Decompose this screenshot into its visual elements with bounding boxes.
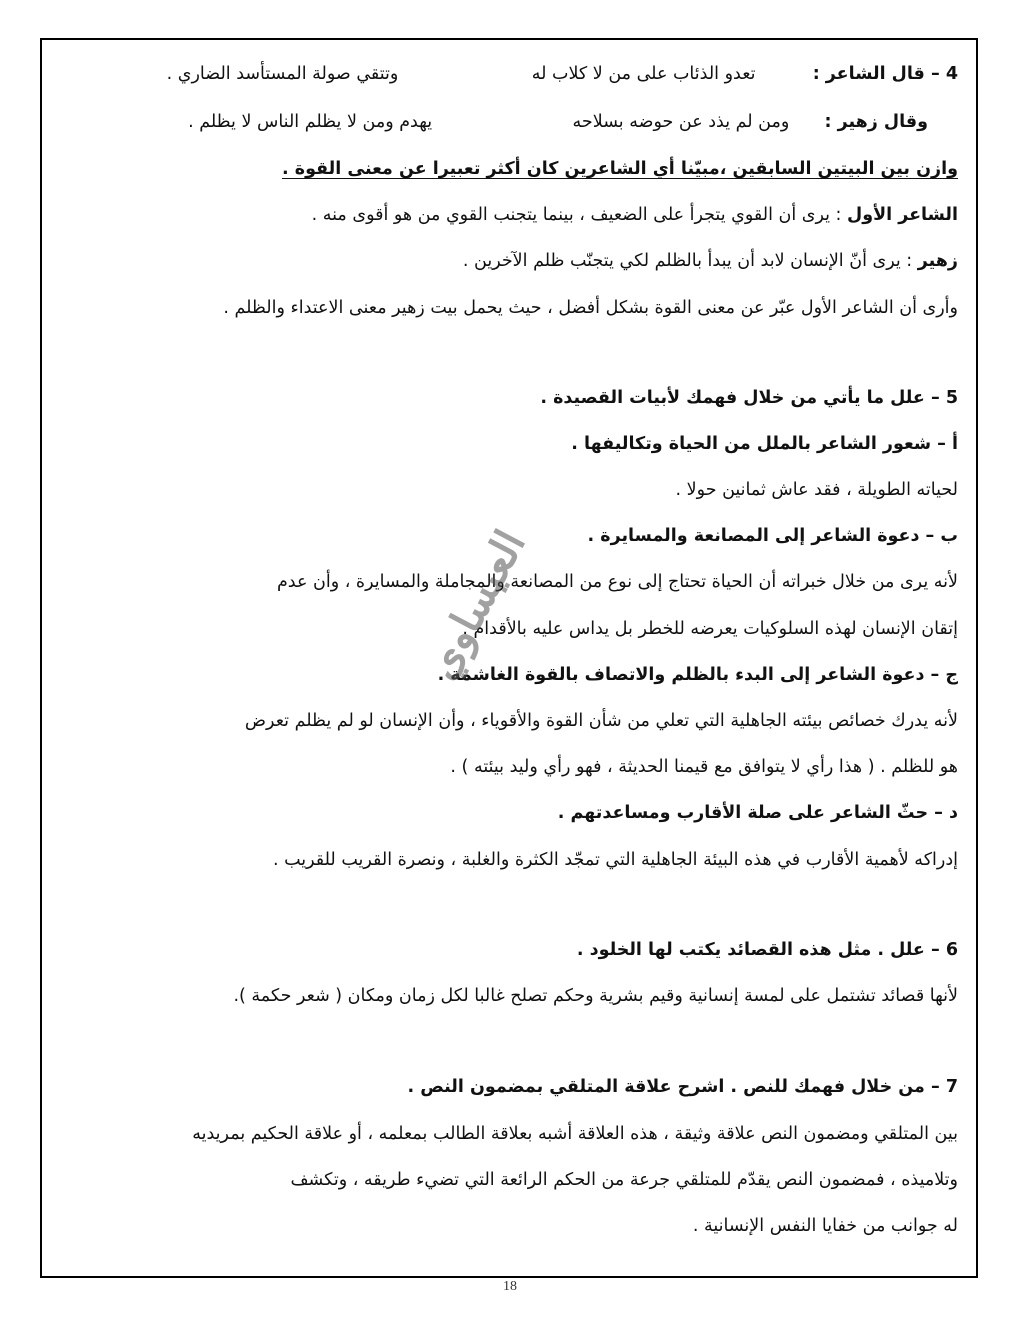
q5-item-c-label: ج – دعوة الشاعر إلى البدء بالظلم والاتصاف بالقوة الغاشمة . <box>437 665 958 685</box>
q5-item-d-text: إدراكه لأهمية الأقارب في هذه البيئة الجاهلية التي تمجّد الكثرة والغلبة ، ونصرة القريب للقريب . <box>272 850 958 870</box>
q5-question: 5 – علل ما يأتي من خلال فهمك لأبيات القصيدة . <box>540 388 958 408</box>
q5-item-b-text-1: لأنه يرى من خلال خبراته أن الحياة تحتاج إلى نوع من المصانعة والمجاملة والمسايرة ، وأن عدم <box>276 572 958 592</box>
q5-item-c-text-2: هو للظلم . ( هذا رأي لا يتوافق مع قيمنا الحديثة ، فهو رأي وليد بيئته ) . <box>450 757 958 777</box>
q4-verse-1-label: 4 – قال الشاعر : <box>812 64 958 84</box>
q5-item-b-text-2: إتقان الإنسان لهذه السلوكيات يعرضه للخطر بل يداس عليه بالأقدام . <box>462 619 958 639</box>
q4-verse-2-label: وقال زهير : <box>824 112 928 132</box>
q5-item-b-label: ب – دعوة الشاعر إلى المصانعة والمسايرة . <box>587 526 958 546</box>
q4-answer-2-label: زهير <box>917 251 958 271</box>
q4-answer-1 <box>312 203 958 227</box>
q5-item-a-label: أ – شعور الشاعر بالملل من الحياة وتكاليفها . <box>571 434 958 454</box>
watermark: العيساوي <box>416 521 535 688</box>
q7-answer-2: وتلاميذه ، فمضمون النص يقدّم للمتلقي جرعة من الحكم الرائعة التي تضيء طريقه ، وتكشف <box>290 1170 958 1190</box>
q4-answer-1-label: الشاعر الأول <box>847 205 958 225</box>
q4-verse-1-hemistich-1: تعدو الذئاب على من لا كلاب له <box>531 64 756 84</box>
q5-item-c-text-1: لأنه يدرك خصائص بيئته الجاهلية التي تعلي من شأن القوة والأقوياء ، وأن الإنسان لو لم يظلم تعرض <box>244 711 958 731</box>
q7-answer-1: بين المتلقي ومضمون النص علاقة وثيقة ، هذه العلاقة أشبه بعلاقة الطالب بمعلمه ، أو علاقة الحكيم بمريديه <box>192 1124 958 1144</box>
q4-answer-2-text: : يرى أنّ الإنسان لابد أن يبدأ بالظلم لكي يتجنّب ظلم الآخرين . <box>462 251 918 271</box>
q5-item-d-label: د – حثّ الشاعر على صلة الأقارب ومساعدتهم . <box>557 803 958 823</box>
q4-verse-1 <box>167 62 958 86</box>
q6-question: 6 – علل . مثل هذه القصائد يكتب لها الخلود . <box>576 940 958 960</box>
q4-question: وازن بين البيتين السابقين ،مبيّنا أي الشاعرين كان أكثر تعبيرا عن معنى القوة . <box>282 159 958 179</box>
page-number: 18 <box>503 1279 517 1294</box>
q4-answer-1-text: : يرى أن القوي يتجرأ على الضعيف ، بينما يتجنب القوي من هو أقوى منه . <box>311 205 848 225</box>
q6-answer: لأنها قصائد تشتمل على لمسة إنسانية وقيم بشرية وحكم تصلح غالبا لكل زمان ومكان ( شعر حكمة ). <box>233 986 958 1006</box>
q4-verse-1-hemistich-2: وتتقي صولة المستأسد الضاري . <box>166 64 399 84</box>
q7-answer-3: له جوانب من خفايا النفس الإنسانية . <box>692 1216 958 1236</box>
q4-verse-2-hemistich-1: ومن لم يذد عن حوضه بسلاحه <box>572 112 790 132</box>
q4-answer-2 <box>463 249 958 273</box>
q4-answer-3: وأرى أن الشاعر الأول عبّر عن معنى القوة بشكل أفضل ، حيث يحمل بيت زهير معنى الاعتداء والظلم . <box>223 298 958 318</box>
q4-verse-2 <box>188 110 928 134</box>
q5-item-a-text: لحياته الطويلة ، فقد عاش ثمانين حولا . <box>675 480 958 500</box>
q7-question: 7 – من خلال فهمك للنص . اشرح علاقة المتلقي بمضمون النص . <box>407 1077 958 1097</box>
q4-verse-2-hemistich-2: يهدم ومن لا يظلم الناس لا يظلم . <box>188 112 433 132</box>
